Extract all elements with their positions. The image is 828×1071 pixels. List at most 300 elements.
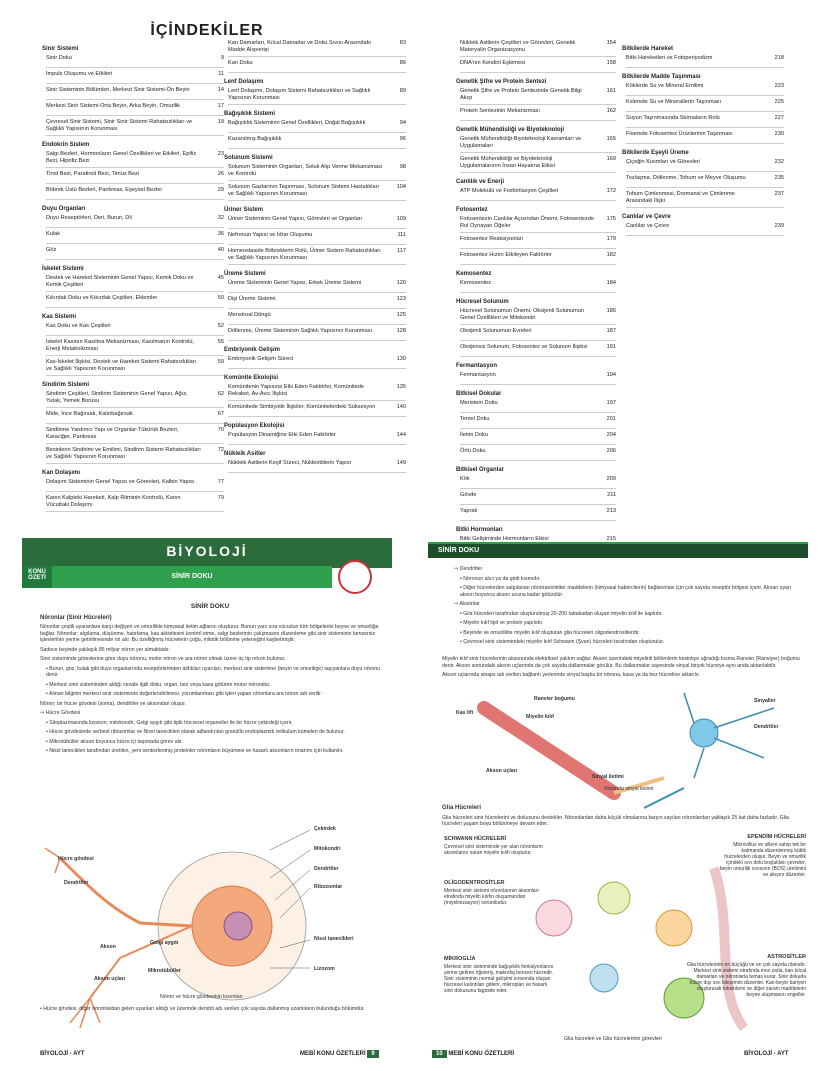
paragraph: Nöron; bir hücre gövdesi (soma), dendritler ve aksondan oluşur. (40, 700, 187, 707)
toc-entry-title: Kanın Kalpteki Hareketi, Kalp Ritminin Kontrolü, Kanın Vücuttaki Dolaşımı (46, 495, 181, 508)
bullet: • Çevresel sinir sistemindeki miyelin kılıf Schwann (Şvan) hücreleri tarafından oluşturulur. (460, 639, 665, 645)
toc-entry[interactable] (460, 328, 616, 341)
toc-entry[interactable] (626, 223, 784, 236)
astrosit-title: ASTROSİTLER (767, 954, 806, 960)
bullet: • Beyinde ve omurilikte miyelin kılıf oluşturan glia hücreleri oligodendrositlerdir. (460, 629, 640, 636)
schwann-title: SCHWANN HÜCRELERİ (444, 836, 507, 842)
astrosit-desc: Glia hücrelerinin en büyüğü ve en çok sayıda olanıdır. Merkezi sinir sistemi etrafında ince zarla, kan kılcal damarları ve nöronlarla temas kurar. Sinir dokuda hücre dışı sıvı bileşimini düzenler. Kan-beyin bariyeri oluşturarak toksinlerin ve diğer zararlı maddelerin beyne ulaşmasını engeller. (687, 962, 806, 998)
label-ranvier: Ranvier boğumu (534, 696, 575, 702)
toc-entry-page: 191 (606, 344, 616, 350)
toc-entry-title: Floemde Fotosentez Ürünlerinin Taşınması (626, 131, 733, 137)
toc-entry-title: Protein Sentezinin Mekanizması (460, 108, 540, 114)
toc-entry-page: 165 (606, 136, 616, 142)
toc-entry[interactable] (228, 248, 406, 265)
toc-entry[interactable] (460, 432, 616, 445)
toc-entry-title: Duyu Reseptörleri, Deri, Burun, Dil (46, 215, 132, 221)
toc-entry-page: 109 (396, 216, 406, 222)
label-dendritler: Dendritler (754, 724, 779, 730)
toc-entry[interactable] (228, 312, 406, 325)
left-page (0, 528, 414, 1071)
toc-entry-page: 70 (217, 427, 224, 433)
toc-entry-page: 179 (606, 236, 616, 242)
toc-entry-title: Örtü Doku (460, 448, 486, 454)
toc-entry-title: Genetik Şifre ve Protein Sentezinde Genetik Bilgi Akışı (460, 88, 582, 101)
toc-entry-page: 225 (774, 99, 784, 105)
bullet: • Diğer hücrelerden salgılanan nörotransmitter maddelerin (kimyasal habercilerin) bağlanması için çok sayıda reseptör bölgesi içerir. Alınan uyarı akson boyunca akson ucuna kadar götürülür. (460, 585, 792, 598)
toc-entry[interactable] (46, 87, 224, 100)
toc-entry[interactable] (460, 400, 616, 413)
toc-section-title: Bağışıklık Sistemi (224, 111, 276, 117)
toc-entry-page: 111 (397, 232, 406, 238)
toc-entry[interactable] (460, 108, 616, 121)
bullet-text: Sitoplazmasında lizozom, mitokondri, Golgi aygıtı gibi tipik hücresel organeller ile bir hücre çekirdeği içerir. (49, 719, 293, 726)
toc-entry[interactable] (46, 231, 224, 244)
toc-entry[interactable] (626, 83, 784, 96)
toc-entry[interactable] (460, 252, 616, 265)
label-nissl: Nissl tanecikleri (314, 936, 354, 942)
toc-entry-page: 162 (606, 108, 616, 114)
toc-section-title: İskelet Sistemi (42, 266, 84, 272)
toc-entry[interactable] (46, 55, 224, 68)
toc-entry[interactable] (228, 328, 406, 341)
bullet-text: Alınan bilginin merkezi sinir sisteminde değerlendirilmesi, yorumlanması gibi işleri yapan nöronlara ara nöron adı verilir. (48, 691, 323, 697)
toc-entry-page: 237 (774, 191, 784, 197)
toc-section-title: Popülasyon Ekolojisi (224, 423, 285, 429)
toc-entry-title: Üriner Sisteminin Genel Yapısı, Görevleri ve Organları (228, 216, 363, 222)
band-title: BİYOLOJİ (166, 543, 248, 559)
toc-entry[interactable] (460, 448, 616, 461)
subsection-title: Nöronlar (Sinir Hücreleri) (40, 614, 112, 621)
toc-section-title: Üreme Sistemi (224, 271, 266, 277)
toc-entry-title: Solunum Sisteminin Organları, Soluk Alıp Verme Mekanizması ve Kontrolü (228, 164, 383, 177)
toc-entry[interactable] (46, 295, 224, 308)
toc-entry[interactable] (46, 151, 224, 168)
toc-entry-page: 213 (606, 508, 616, 514)
toc-entry-page: 187 (606, 328, 616, 334)
toc-entry-page: 215 (606, 536, 616, 542)
bullet-text: Beyinde ve omurilikte miyelin kılıf oluşturan glia hücreleri oligodendrositlerdir. (463, 629, 640, 636)
paragraph: Sinir sisteminde görevlerine göre duyu nöronu, motor nöron ve ara nöron olmak üzere üç tip nöron bulunur. (40, 656, 286, 662)
toc-column-1 (42, 40, 224, 515)
toc-entry[interactable] (626, 175, 784, 188)
section-heading: SİNİR DOKU (190, 603, 230, 610)
toc-entry-title: Kan Doku (228, 60, 253, 66)
toc-entry-page: 194 (606, 372, 616, 378)
toc-entry-page: 120 (396, 280, 406, 286)
bullet-text: Gila hücreleri tarafından oluşturulmuş 20-200 tabakadan oluşan miyelin kılıf ile kaplıdır. (463, 610, 663, 617)
toc-entry-page: 169 (606, 156, 616, 162)
toc-entry[interactable] (626, 191, 784, 208)
toc-entry-page: 40 (217, 247, 224, 253)
toc-entry-title: Sinir Sisteminin Bölümleri, Merkezi Sinir Sistemi-Ön Beyin (46, 87, 190, 93)
toc-entry-title: Nükleik Asitlerin Keşif Süreci, Nükleotitlerin Yapısı (228, 460, 352, 466)
toc-section-title: Üriner Sistem (224, 207, 264, 213)
toc-entry-title: Hücresel Solunumun Önemi, Oksijenli Solunumun Genel Özellikleri ve Mitokondri (460, 308, 585, 321)
toc-entry[interactable] (626, 131, 784, 144)
toc-entry-title: Genetik Mühendisliği-Biyoteknoloji Kavramları ve Uygulamaları (460, 136, 582, 149)
toc-entry[interactable] (46, 247, 224, 260)
astrosit-box (684, 954, 806, 998)
footer-right: BİYOLOJİ - AYT (744, 1051, 789, 1057)
label-mikrotubuller: Mikrotübüller (148, 968, 181, 974)
bullet: • Miyelin kılıf lipit ve protein yapılıdır. (460, 620, 544, 626)
label-miyelin: Miyelin kılıf (526, 714, 554, 720)
toc-section-title: Bitkisel Organlar (456, 467, 505, 473)
toc-entry-title: Sindirime Yardımcı Yapı ve Organlar-Tükürük Bezleri, Karaciğer, Pankreas (46, 427, 179, 440)
toc-entry-title: Bağışıklık Sisteminin Genel Özellikleri, Doğal Bağışıklık (228, 120, 366, 126)
toc-entry[interactable] (46, 447, 224, 464)
toc-entry-title: Sindirim Çeşitleri, Sindirim Sisteminin Genel Yapısı, Ağız, Yutak, Yemek Borusu (46, 391, 188, 404)
toc-entry-page: 96 (399, 136, 406, 142)
toc-entry-page: 104 (396, 184, 406, 190)
toc-entry-title: Böbrek Üstü Bezleri, Pankreas, Eşeysel Bezler (46, 187, 163, 193)
footer-right (300, 1051, 379, 1057)
toc-entry-title: Mide, İnce Bağırsak, Kalınbağırsak (46, 411, 133, 417)
page-header: SİNİR DOKU (428, 544, 808, 558)
label-akson: Akson (100, 944, 116, 950)
toc-entry-title: Bitki Gelişiminde Hormonların Etkisi (460, 536, 549, 542)
toc-entry[interactable] (228, 184, 406, 201)
toc-entry-title: İmpuls Oluşumu ve Etkileri (46, 71, 113, 77)
toc-section-title: Bitkisel Dokular (456, 391, 502, 397)
toc-entry-page: 79 (217, 495, 224, 501)
toc-entry-page: 89 (399, 88, 406, 94)
toc-section-title: Kemosentez (456, 271, 492, 277)
ependim-box (714, 834, 806, 878)
toc-entry-page: 50 (217, 295, 224, 301)
bullet: • Nissl tanecikleri tarafından üretilen, yeni sentezlenmiş proteinler nöronların büyümesi ve hasarlı aksonların onarımı için kullanılır. (46, 748, 344, 754)
toc-entry-page: 26 (217, 171, 224, 177)
label-ribozomlar: Ribozomlar (314, 884, 343, 890)
toc-section-title: Nükleik Asitler (224, 451, 266, 457)
toc-entry[interactable] (460, 416, 616, 429)
toc-section-title: Bitkilerde Hareket (622, 46, 674, 52)
mikroglia-desc: Merkezi sinir sisteminde bağışıklık fonksiyonlarını yerine getiren öğeleriy, makrofaj benzeri hücredir. Sinir sisteminin normal gelişimi sırasında oluşan hücresel kalıntıları giderir, mikropları ve hasarlı sinir dokusunu fagosite eder. (444, 964, 554, 994)
toc-entry-title: Kslemde Su ve Minerallerin Taşınması (626, 99, 722, 105)
toc-entry[interactable] (460, 508, 616, 521)
toc-entry[interactable] (228, 384, 406, 401)
toc-column-3 (456, 40, 616, 552)
toc-entry[interactable] (228, 120, 406, 133)
toc-entry-title: Komünitenin Yapısına Etki Eden Faktörler, Komünitede Rekabet, Av-Avcı İlişkisi (228, 384, 364, 397)
toc-entry[interactable] (46, 103, 224, 116)
toc-entry-page: 128 (396, 328, 406, 334)
bullet: • Alınan bilginin merkezi sinir sisteminde değerlendirilmesi, yorumlanması gibi işleri yapan nöronlara ara nöron adı verilir. (46, 691, 323, 697)
toc-entry[interactable] (626, 115, 784, 128)
toc-entry-page: 55 (217, 339, 224, 345)
toc-entry-title: Merkezi Sinir Sistemi-Orta Beyin, Arka Beyin, Omurilik (46, 103, 180, 109)
toc-entry[interactable] (46, 187, 224, 200)
toc-entry-title: Oksijenli Solunumun Evreleri (460, 328, 532, 334)
ependim-desc: Mikrovillus ve sillere sahip tek bir katmanda düzenlenmiş kübik hücrelerden oluşur. Beyin ve omurilik içindeki sıvı dolu boşlukları çevreler, beyin omurilik sıvısının (BOS) üretimini ve akışını düzenler. (719, 842, 806, 878)
toc-entry[interactable] (460, 372, 616, 385)
toc-entry-page: 72 (217, 447, 224, 453)
toc-entry-page: 52 (217, 323, 224, 329)
toc-entry[interactable] (460, 188, 616, 201)
toc-entry-page: 17 (217, 103, 224, 109)
toc-entry-title: Döllenme, Üreme Sisteminin Sağlıklı Yapısının Korunması (228, 328, 373, 334)
figure1-caption: Nöronda sinyal iletimi (604, 786, 654, 792)
toc-section-title: Kas Sistemi (42, 314, 77, 320)
label-kas-lifi: Kas lifi (456, 710, 474, 716)
konu-ozeti-label: KONU ÖZETİ (22, 566, 52, 588)
toc-section-title: Fotosentez (456, 207, 488, 213)
toc-entry-page: 62 (217, 391, 224, 397)
label-dendritler-2: Dendritler (314, 866, 339, 872)
neuron-figure (0, 528, 414, 1071)
toc-entry[interactable] (46, 323, 224, 336)
toc-entry-title: Kazanılmış Bağışıklık (228, 136, 282, 142)
bullet-text: Miyelin kılıf lipit ve protein yapılıdır. (463, 620, 544, 626)
paragraph: Sadece beyinde yaklaşık 85 milyar nöron yer almaktadır. (40, 646, 171, 653)
oligo-desc: Merkezi sinir sistemi nöronlarının aksonları etrafında miyelin kılıfın oluşumundan (miyelinizasyon) sorumludur. (444, 888, 539, 906)
toc-section-title: Sindirim Sistemi (42, 382, 90, 388)
schwann-box (444, 836, 544, 856)
toc-entry-title: Oksijensiz Solunum, Fotosentez ve Solunum İlişkisi (460, 344, 588, 350)
footer-brand: MEBİ KONU ÖZETLERİ (448, 1051, 515, 1057)
toc-entry-title: Komünitede Simbiyotik İlişkiler, Komünitelerdeki Süksesyon (228, 404, 376, 410)
toc-entry[interactable] (228, 432, 406, 445)
toc-entry[interactable] (46, 391, 224, 408)
toc-entry-title: Kök (460, 476, 470, 482)
toc-entry-title: Tozlaşma, Döllenme, Tohum ve Meyve Oluşumu (626, 175, 746, 181)
label-cekirdek: Çekirdek (314, 826, 336, 832)
toc-entry-page: 161 (606, 88, 616, 94)
toc-entry[interactable] (460, 216, 616, 233)
toc-entry-page: 77 (217, 479, 224, 485)
toc-entry-title: Çiçeğin Kısımları ve Görevleri (626, 159, 700, 165)
toc-section-title: Genetik Şifre ve Protein Sentezi (456, 79, 547, 85)
right-page (414, 528, 828, 1071)
toc-entry-page: 135 (396, 384, 406, 390)
toc-section-title: Kan Dolaşımı (42, 470, 81, 476)
bullet: • Burun, göz, kulak gibi duyu organlarında reseptörlerinden aldıkları uyarıları, merkezi sinir sistemine (beyin ve omurilige) taşıyanlara duyu nöronu denir. (46, 665, 380, 678)
toc-entry-page: 204 (606, 432, 616, 438)
mikroglia-box (444, 956, 554, 994)
toc-entry[interactable] (228, 232, 406, 245)
bullet-text: Burun, göz, kulak gibi duyu organlarında reseptörlerinden aldıkları uyarıları, merkezi sinir sistemine (beyin ve omurilige) taşıyanlara duyu nöronu denir. (46, 665, 380, 678)
glia-section (442, 802, 804, 831)
toc-entry[interactable] (626, 159, 784, 172)
subheading: ⇒ Hücre Gövdesi (40, 710, 81, 716)
toc-entry-title: Tohum Çimlenmesi, Dormansi ve Çimlenme Arasındaki İlişki (626, 191, 735, 204)
line: ⇒ Dendritler (454, 566, 483, 572)
paragraph: Glia hücreleri sinir hücrelerini ve dokusunu destekler. Nöronlardan daha küçük olmalarına karşın sayıları nöronlardan yaklaşık 25 kat daha fazladır. Glia hücreleri yaşam boyu bölünmeye devam eder. (442, 814, 789, 827)
toc-section-title: Fermantasyon (456, 363, 498, 369)
toc-entry[interactable] (46, 427, 224, 444)
toc-entry-title: Yaprak (460, 508, 478, 514)
toc-entry[interactable] (46, 411, 224, 424)
schwann-desc: Çevresel sinir sisteminde yer alan nöronların aksonlarını saran miyelin kılıfı oluşturur. (444, 844, 543, 856)
toc-entry-title: Göz (46, 247, 57, 253)
bullet: • Nöronun alıcı ya da girdi kısmıdır. (460, 575, 541, 582)
toc-entry[interactable] (46, 171, 224, 184)
toc-entry[interactable] (460, 476, 616, 489)
bullet: • Gila hücreleri tarafından oluşturulmuş 20-200 tabakadan oluşan miyelin kılıf ile kaplıdır. (460, 610, 663, 617)
toc-entry-title: Genetik Mühendisliği ve Biyoteknoloji Uygulamalarının İnsan Hayatına Etkisi (460, 156, 555, 169)
paragraph: Nöronlar çeşitli uyaranlara karşı değişen ve omurilikle kimyasal iletim ağlarını oluşturur. Bunun yanı sıra vücudun tüm bölgelerini beyne ve omuriliğe bağlar. Nöronlar; algılama, düşünme, hatırlama, kas aktivitesini kontrol etme, salgı bezlerinin çalışmasını düzenleme gibi sinir sisteminin benzersiz işlevlerinin yerine getirilmesinde rol alır. Bu özelliğinnş hücrelerin çoğu, mitotik bölünme yeteneğini kaybetmiştir. (40, 624, 379, 643)
bullet-text: Nissl tanecikleri tarafından üretilen, yeni sentezlenmiş proteinler nöronların büyümesi ve hasarlı aksonların onarımı için kullanılır. (49, 748, 344, 754)
toc-entry-title: Embriyonik Gelişim Süreci (228, 356, 294, 362)
toc-entry-title: Dolaşım Sisteminin Genel Yapısı ve Görevleri, Kalbin Yapısı (46, 479, 195, 485)
toc-entry-page: 186 (606, 308, 616, 314)
toc-section-title: Bitki Hormonları (456, 527, 503, 533)
page-number: 9 (367, 1050, 378, 1058)
toc-entry-title: Nefronun Yapısı ve İdrar Oluşumu (228, 232, 313, 238)
toc-entry-page: 83 (399, 40, 406, 46)
toc-entry-title: Homeostaside Böbreklerin Rolü, Üriner Sistem Rahatsızlıkları ve Sağlıklı Yapısının Korunması (228, 248, 381, 261)
toc-entry[interactable] (460, 280, 616, 293)
toc-entry-title: Lenf Dolaşımı, Dolaşım Sistemi Rahatsızlıkları ve Sağlıklı Yapısının Korunması (228, 88, 371, 101)
toc-entry-title: Gövde (460, 492, 477, 498)
toc-section-title: Sinir Sistemi (42, 46, 79, 52)
toc-entry-title: Temel Doku (460, 416, 490, 422)
toc-entry-page: 154 (606, 40, 616, 46)
toc-entry[interactable] (228, 60, 406, 73)
toc-entry-page: 94 (399, 120, 406, 126)
toc-section-title: Lenf Dolaşımı (224, 79, 264, 85)
toc-entry[interactable] (228, 216, 406, 229)
toc-entry-page: 209 (606, 476, 616, 482)
toc-entry-title: Kemosentez (460, 280, 492, 286)
toc-entry-title: Kulak (46, 231, 60, 237)
toc-entry-title: Köklerde Su ve Mineral Emilimi (626, 83, 704, 89)
toc-entry-page: 140 (396, 404, 406, 410)
toc-entry-title: Kıkırdak Doku ve Kıkırdak Çeşitleri, Eklemler (46, 295, 158, 301)
toc-entry[interactable] (460, 88, 616, 105)
toc-entry-title: Salgı Bezleri, Hormonların Genel Özellikleri ve Etkileri, Epifiz Bezi, Hipofiz Bezi (46, 151, 197, 164)
toc-entry-title: Üreme Sisteminin Genel Yapısı, Erkek Üreme Sistemi (228, 280, 362, 286)
toc-section-title: Bitkilerde Eşeyli Üreme (622, 150, 689, 156)
toc-section-title: Endokrin Sistem (42, 142, 90, 148)
toc-entry-title: DNA'nın Kendini Eşlemesi (460, 60, 526, 66)
toc-entry-page: 158 (606, 60, 616, 66)
toc-entry-page: 67 (217, 411, 224, 417)
toc-entry-title: Fotosentez Hızını Etkileyen Faktörler (460, 252, 552, 258)
toc-entry-title: Fotosentez Reaksiyonları (460, 236, 524, 242)
toc-entry-page: 232 (774, 159, 784, 165)
toc-entry[interactable] (46, 71, 224, 84)
toc-entry[interactable] (46, 275, 224, 292)
toc-column-2 (224, 40, 406, 476)
toc-entry[interactable] (228, 356, 406, 369)
toc-entry-page: 206 (606, 448, 616, 454)
label-sinyaller: Sinyaller (754, 698, 776, 704)
toc-entry-title: Dişi Üreme Sistemi (228, 296, 276, 302)
toc-entry[interactable] (228, 88, 406, 105)
toc-entry-page: 211 (607, 492, 616, 498)
toc-entry-page: 223 (774, 83, 784, 89)
toc-entry-page: 130 (396, 356, 406, 362)
toc-entry-page: 98 (399, 164, 406, 170)
bullet-text: Diğer hücrelerden salgılanan nörotransmitter maddelerin (kimyasal habercilerin) bağlanması için çok sayıda reseptör bölgesi içerir. Alınan uyarı akson boyunca akson ucuna kadar götürülür. (460, 585, 792, 598)
toc-entry-title: Canlılar ve Çevre (626, 223, 670, 229)
toc-entry[interactable] (46, 119, 224, 136)
toc-column-4 (622, 40, 784, 239)
toc-entry[interactable] (626, 55, 784, 68)
toc-entry-title: Solunum Gazlarının Taşınması, Solunum Sistemi Hastalıkları ve Sağlıklı Yapısının Korunması (228, 184, 379, 197)
mikroglia-title: MİKROGLİA (444, 956, 476, 962)
toc-entry-page: 23 (217, 151, 224, 157)
toc-section-title: Duyu Organları (42, 206, 86, 212)
toc-entry-title: Nükleik Asitlerin Çeşitleri ve Görevleri, Genetik Materyalin Organizasyonu (460, 40, 576, 53)
last-bullet: • Hücre gövdesi, diğer nöronlardan gelen uyarıları aldığı ve üzerinde dendrit adı verilen çok sayıda dallanmış uzantıların bulunduğu bölümdür. (40, 1006, 365, 1012)
bullet-text: Çevresel sinir sistemindeki miyelin kılıf Schwann (Şvan) hücreleri tarafından oluşturulur. (463, 639, 665, 645)
oligo-title: OLİGODENTROSİTLER (444, 880, 505, 886)
toc-entry-title: Fermantasyon (460, 372, 496, 378)
toc-entry[interactable] (460, 60, 616, 73)
toc-entry[interactable] (46, 359, 224, 376)
bullet-text: Hücre gövdesinde serbest ribozomlar ve Nissl tanecikleri olarak adlandırılan granüllü endoplazmik retikulum kümeleri de bulunur. (49, 729, 345, 735)
toc-section-title: Canlılar ve Çevre (622, 214, 671, 220)
toc-entry[interactable] (46, 479, 224, 492)
label-dendritler: Dendritler (64, 880, 89, 886)
toc-entry-page: 123 (396, 296, 406, 302)
subtopic-title: SİNİR DOKU (52, 566, 332, 588)
bullet-text: Nöronun alıcı ya da girdi kısmıdır. (463, 575, 541, 582)
toc-section-title: Genetik Mühendisliği ve Biyoteknoloji (456, 127, 565, 133)
toc-entry-title: Fotosentezin Canlılar Açısından Önemi, Fotosentezde Rol Oynayan Öğeler (460, 216, 595, 229)
toc-entry[interactable] (228, 164, 406, 181)
toc-entry-page: 197 (606, 400, 616, 406)
oligo-box (444, 880, 544, 906)
toc-entry-page: 11 (218, 71, 224, 77)
toc-entry-title: Popülasyon Dinamiğine Etki Eden Faktörler (228, 432, 336, 438)
toc-title: İÇİNDEKİLER (150, 22, 264, 39)
toc-entry[interactable] (460, 40, 616, 57)
toc-entry[interactable] (460, 344, 616, 357)
toc-entry-page: 9 (220, 55, 224, 61)
bullet-text: Mikrotübüller akson boyunca hücre içi taşımada görev alır. (49, 738, 184, 745)
toc-entry[interactable] (228, 460, 406, 473)
bullet: • Mikrotübüller akson boyunca hücre içi taşımada görev alır. (46, 738, 184, 745)
toc-section-title: Embriyonik Gelişim (224, 347, 281, 353)
toc-entry-page: 218 (774, 55, 784, 61)
toc-entry-page: 201 (606, 416, 616, 422)
toc-entry-title: Meristem Doku (460, 400, 498, 406)
toc-entry[interactable] (460, 136, 616, 153)
toc-entry[interactable] (460, 236, 616, 249)
toc-entry-page: 144 (396, 432, 406, 438)
toc-entry[interactable] (460, 492, 616, 505)
toc-entry-page: 172 (606, 188, 616, 194)
toc-section-title: Komünite Ekolojisi (224, 375, 279, 381)
toc-entry-page: 239 (774, 223, 784, 229)
toc-entry-title: Destek ve Hareket Sisteminin Genel Yapısı, Kemik Doku ve Kemik Çeşitleri (46, 275, 194, 288)
toc-entry[interactable] (46, 339, 224, 356)
toc-entry[interactable] (46, 215, 224, 228)
toc-entry[interactable] (228, 280, 406, 293)
toc-entry-title: Kas-İskelet İlişkisi, Destek ve Hareket Sistemi Rahatsızlıkları ve Sağlıklı Yapısının Korunması (46, 359, 197, 372)
toc-entry[interactable] (228, 136, 406, 149)
toc-section-title: Bitkilerde Madde Taşınması (622, 74, 701, 80)
label-akson-uclari: Akson uçları (94, 976, 126, 982)
bullet: • Hücre gövdesinde serbest ribozomlar ve Nissl tanecikleri olarak adlandırılan granüllü endoplazmik retikulum kümeleri de bulunur. (46, 729, 345, 735)
bullet-text: Hücre gövdesi, diğer nöronlardan gelen uyarıları aldığı ve üzerinde dendrit adı verilen çok sayıda dallanmış uzantıların bulunduğu bölümdür. (43, 1006, 365, 1012)
toc-entry-title: Bitki Hareketleri ve Fotoperiyodizm (626, 55, 713, 61)
toc-entry[interactable] (228, 404, 406, 417)
label-lizozom: Lizozom (314, 966, 335, 972)
label-mitokondri: Mitokondri (314, 846, 341, 852)
footer-left (432, 1051, 514, 1057)
toc-entry[interactable] (460, 308, 616, 325)
toc-entry[interactable] (626, 99, 784, 112)
toc-entry[interactable] (460, 156, 616, 173)
toc-entry[interactable] (46, 495, 224, 512)
toc-entry[interactable] (228, 40, 406, 57)
toc-entry-title: Çevresel Sinir Sistemi, Sinir Sinir Sistemi Rahatsızlıkları ve Sağlıklı Yapısının Korunması (46, 119, 193, 132)
toc-entry[interactable] (228, 296, 406, 309)
